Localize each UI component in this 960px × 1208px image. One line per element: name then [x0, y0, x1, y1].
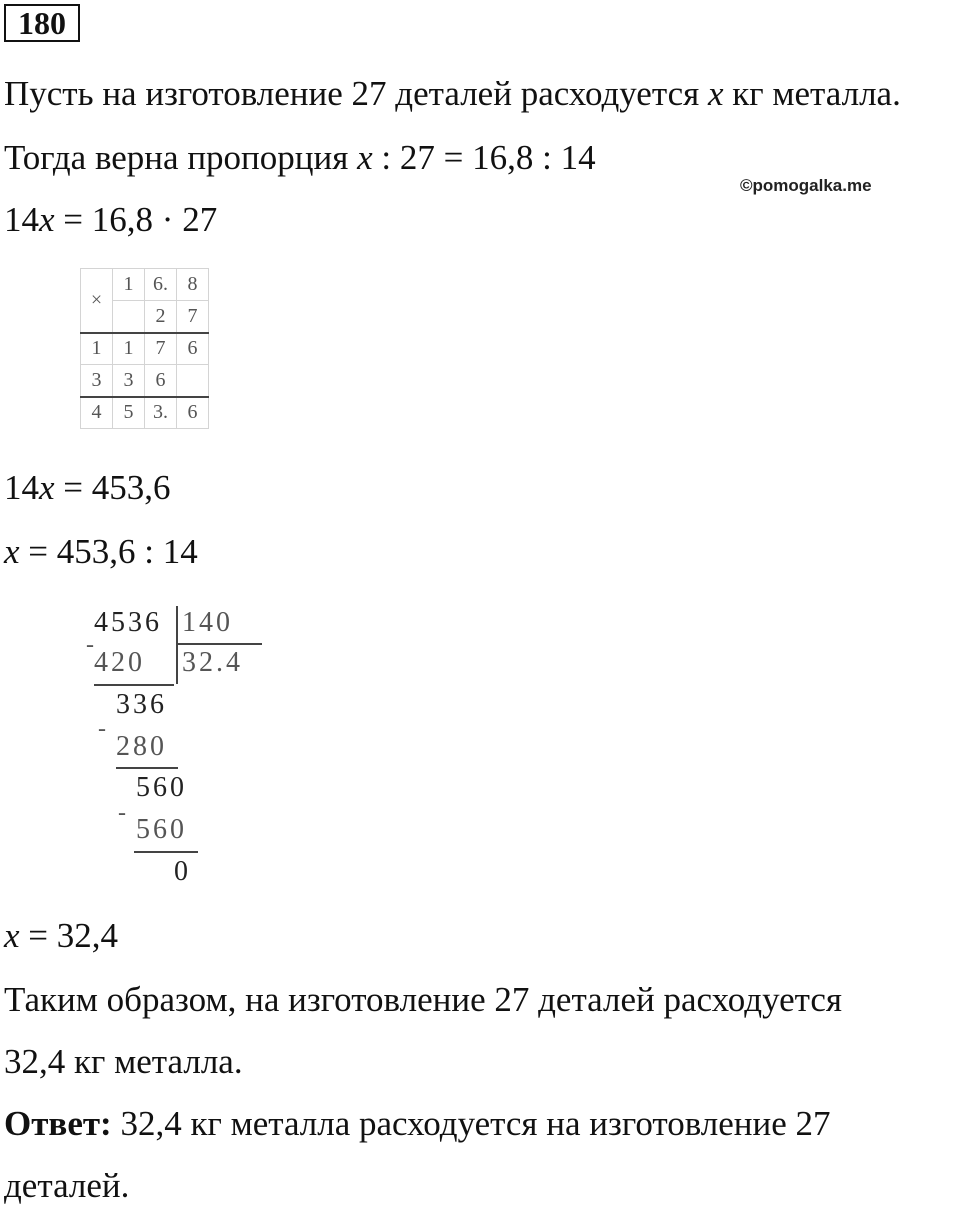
answer-text: 32,4 кг металла расходуется на изготовление 27 — [111, 1104, 831, 1143]
division-divisor: 140 — [182, 607, 233, 638]
equation-coef: 14 — [4, 468, 39, 507]
multiplication-cell — [177, 365, 209, 397]
answer-label: Ответ: — [4, 1104, 112, 1143]
equation-line-3 — [4, 530, 198, 574]
equation-rhs: = 16,8 · 27 — [54, 200, 218, 239]
answer-line-2: деталей. — [4, 1166, 130, 1205]
division-underline-2 — [116, 767, 178, 769]
multiplication-cell: 6. — [145, 269, 177, 301]
multiplication-cell: 3 — [113, 365, 145, 397]
division-vertical-bar — [176, 606, 178, 684]
multiplication-grid — [80, 268, 209, 429]
multiplication-cell: 1 — [113, 333, 145, 365]
multiplication-cell: 1 — [81, 333, 113, 365]
problem-number: 180 — [4, 4, 80, 42]
equation-coef: 14 — [4, 200, 39, 239]
result-value: = 32,4 — [19, 916, 119, 955]
variable-x: x — [357, 138, 373, 177]
proportion-text-after: : 27 = 16,8 : 14 — [372, 138, 596, 177]
division-final-remainder: 0 — [174, 856, 191, 887]
variable-x: x — [4, 532, 20, 571]
variable-x: x — [4, 916, 20, 955]
multiplication-sign: × — [81, 269, 113, 333]
variable-x: x — [707, 74, 724, 113]
division-step-3: 560 — [136, 814, 187, 845]
division-remainder-2: 560 — [136, 772, 187, 803]
equation-rhs: = 453,6 — [54, 468, 171, 507]
division-remainder-1: 336 — [116, 689, 167, 720]
variable-x: x — [39, 468, 55, 507]
multiplication-row — [81, 365, 209, 397]
multiplication-cell: 3 — [81, 365, 113, 397]
division-quotient: 32.4 — [182, 647, 243, 678]
equation-line-1 — [4, 198, 217, 242]
statement-text-before: Пусть на изготовление 27 деталей расходуется — [4, 74, 708, 113]
result-line — [4, 914, 118, 958]
minus-sign: - — [98, 716, 106, 742]
multiplication-cell: 6 — [177, 397, 209, 429]
multiplication-cell: 6 — [145, 365, 177, 397]
statement-line — [4, 72, 901, 116]
multiplication-cell: 6 — [177, 333, 209, 365]
minus-sign: - — [118, 800, 126, 826]
multiplication-cell: 1 — [113, 269, 145, 301]
answer-line-1 — [4, 1102, 831, 1146]
equation-line-2 — [4, 466, 171, 510]
division-underline-1 — [94, 684, 174, 686]
multiplication-cell: 7 — [177, 301, 209, 333]
conclusion-line-2: 32,4 кг металла. — [4, 1042, 243, 1081]
division-divisor-underline — [176, 643, 262, 645]
multiplication-cell: 7 — [145, 333, 177, 365]
multiplication-cell: 5 — [113, 397, 145, 429]
statement-text-after: кг металла. — [723, 74, 901, 113]
multiplication-row — [81, 397, 209, 429]
multiplication-cell: 4 — [81, 397, 113, 429]
multiplication-cell — [113, 301, 145, 333]
multiplication-row — [81, 333, 209, 365]
variable-x: x — [39, 200, 55, 239]
equation-rhs: = 453,6 : 14 — [19, 532, 198, 571]
multiplication-cell: 3. — [145, 397, 177, 429]
multiplication-cell: 8 — [177, 269, 209, 301]
division-step-1: 420 — [94, 647, 145, 678]
minus-sign: - — [86, 632, 94, 658]
division-dividend: 4536 — [94, 607, 162, 638]
watermark: ©pomogalka.me — [740, 176, 872, 195]
division-step-2: 280 — [116, 731, 167, 762]
multiplication-row — [81, 269, 209, 301]
proportion-text-before: Тогда верна пропорция — [4, 138, 358, 177]
conclusion-line-1: Таким образом, на изготовление 27 деталей расходуется — [4, 980, 843, 1019]
proportion-line — [4, 136, 596, 180]
multiplication-cell: 2 — [145, 301, 177, 333]
division-underline-3 — [134, 851, 198, 853]
